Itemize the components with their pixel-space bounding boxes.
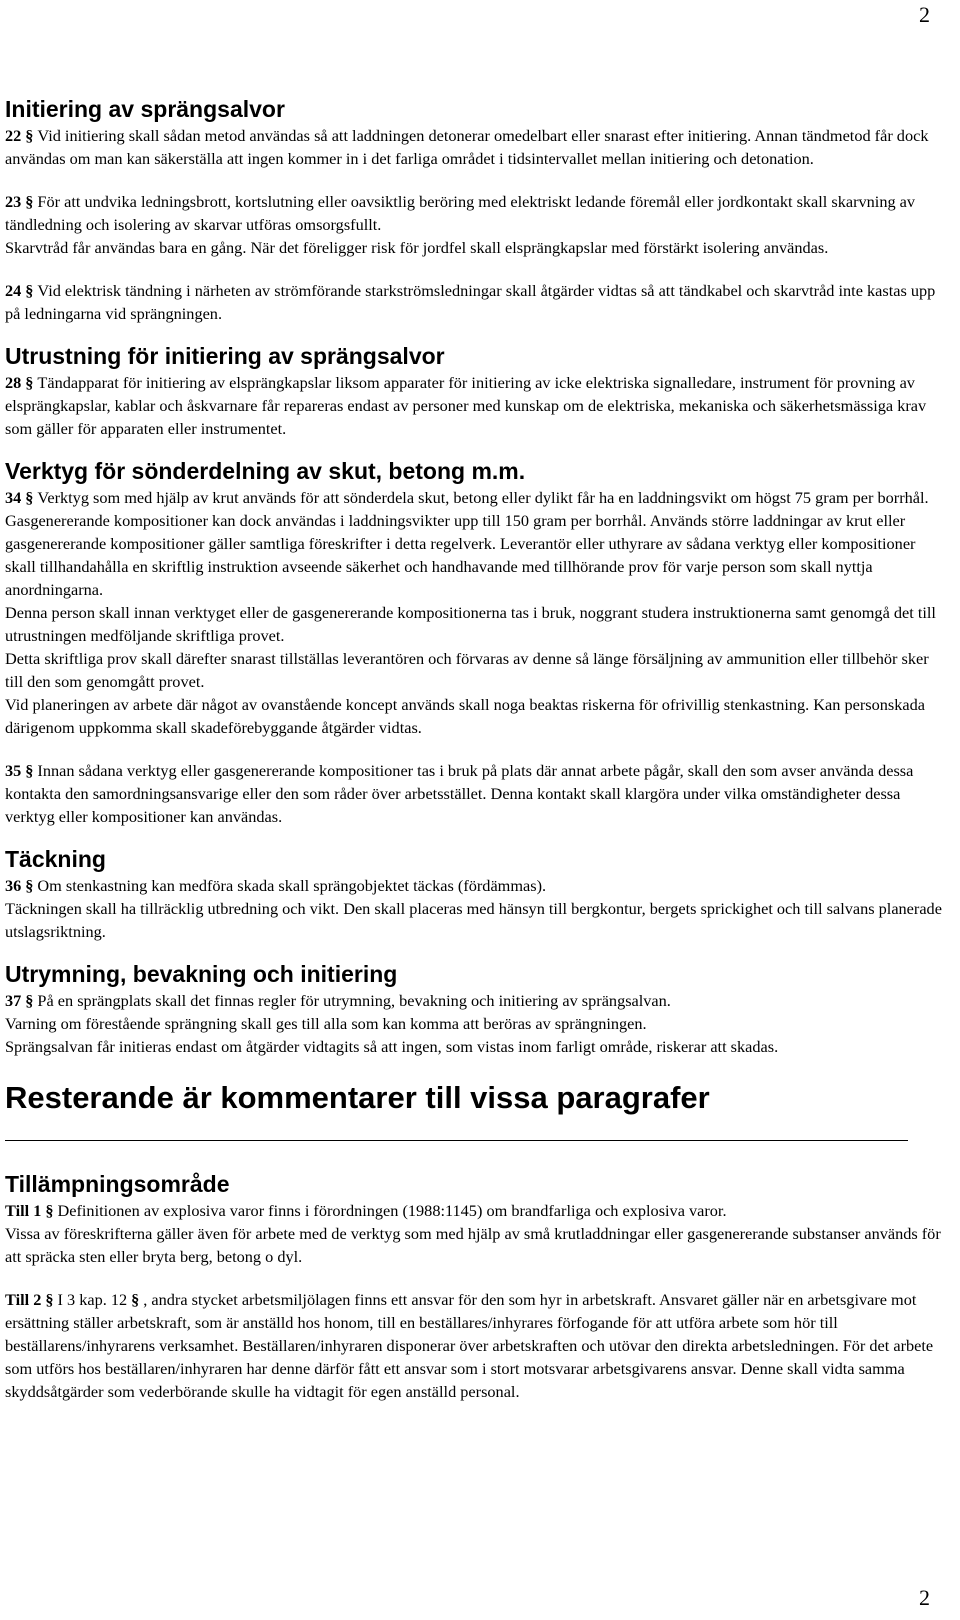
paragraph-text: Definitionen av explosiva varor finns i förordningen (1988:1145) om brandfarliga och explosiva varor. <box>57 1201 727 1220</box>
paragraph-34-continued-1: Denna person skall innan verktyget eller de gasgenererande kompositionerna tas i bruk, noggrant studera instruktionerna samt genomgå det till utrustningen medföljande skriftliga provet. <box>5 603 936 645</box>
paragraph-text: Innan sådana verktyg eller gasgenererande kompositioner tas i bruk på plats där annat arbete pågår, skall den som avser använda dessa kontakta den samordningsansvarige eller den som råder över arbetsstället. Denna kontakt skall klargöra under vilka omständigheter dessa verktyg eller kompositioner kan användas. <box>5 761 914 826</box>
paragraph-34-continued-2: Detta skriftliga prov skall därefter snarast tillställas leverantören och förvaras av denne så länge försäljning av ammunition eller tillbehör sker till den som genomgått provet. <box>5 649 929 691</box>
page-number-top: 2 <box>919 2 930 27</box>
paragraph-text: Verktyg som med hjälp av krut används för att sönderdela skut, betong eller dylikt får ha en laddningsvikt om högst 75 gram per borrhål. Gasgenererande kompositioner kan dock användas i laddningsvikter upp till 150 gram per borrhål. Används större laddningar av krut eller gasgenererande kompositioner gäller samtliga föreskrifter i detta regelverk. Leverantör eller uthyrare av sådana verktyg eller kompositioner skall tillhandahålla en skriftlig instruktion avseende säkerhet och handhavande med tillhörande prov för varje person som skall nyttja anordningarna. <box>5 488 929 599</box>
paragraph-text: För att undvika ledningsbrott, kortslutning eller oavsiktlig beröring med elektriskt ledande föremål eller jordkontakt skall skarvning av tändledning och isolering av skarvar utföras omsorgsfullt. <box>5 192 916 234</box>
section-symbol: § <box>25 281 34 300</box>
section-symbol: § <box>25 991 34 1010</box>
paragraph-till-2 <box>5 1288 950 1403</box>
heading-utrymning: Utrymning, bevakning och initiering <box>5 961 398 987</box>
paragraph-text: På en sprängplats skall det finnas regler för utrymning, bevakning och initiering av sprängsalvan. <box>37 991 671 1010</box>
paragraph-22 <box>5 124 950 170</box>
horizontal-rule <box>5 1140 908 1141</box>
heading-initiering: Initiering av sprängsalvor <box>5 96 285 122</box>
paragraph-text: , andra stycket arbetsmiljölagen finns ett ansvar för den som hyr in arbetskraft. Ansvaret gäller när en arbetsgivare mot ersättning ställer arbetskraft, som är anställd hos honom, till en beställares/inhyrares förfogande för att utföra arbete som hör till beställarens/inhyrarens verksamhet. Beställaren/inhyraren disponerar över arbetskraften och utövar den direkta arbetsledningen. För det arbete som utförs hos beställaren/inhyraren har denne därför fått ett ansvar som i stort motsvarar arbetsgivarens ansvar. Denne skall vidta samma skyddsåtgärder som vederbörande skulle ha vidtagit för egen anställd personal. <box>5 1290 934 1401</box>
paragraph-number: 37 <box>5 991 22 1010</box>
paragraph-23-continued: Skarvtråd får användas bara en gång. När det föreligger risk för jordfel skall elsprängkapslar med förstärkt isolering användas. <box>5 238 829 257</box>
paragraph-text: Tändapparat för initiering av elsprängkapslar liksom apparater för initiering av icke elektriska signalledare, instrument för provning av elsprängkapslar, kablar och åskvarnare får repareras endast av personer med kunskap om de elektriska, mekaniska och säkerhetsmässiga krav som gäller för apparaten eller instrumentet. <box>5 373 927 438</box>
paragraph-text: Vid elektrisk tändning i närheten av strömförande starkströmsledningar skall åtgärder vidtas så att tändkabel och skarvtråd inte kastas upp på ledningarna vid sprängningen. <box>5 281 936 323</box>
paragraph-34-continued-3: Vid planeringen av arbete där något av ovanstående koncept används skall noga beaktas riskerna för ofrivillig stenkastning. Kan personskada därigenom uppkomma skall skadeförebyggande åtgärder vidtas. <box>5 695 925 737</box>
document-body <box>5 94 950 1403</box>
paragraph-24 <box>5 279 950 325</box>
section-symbol: § <box>25 126 34 145</box>
paragraph-37 <box>5 989 950 1012</box>
paragraph-23 <box>5 190 950 236</box>
paragraph-number: 36 <box>5 876 22 895</box>
paragraph-37-continued-2: Sprängsalvan får initieras endast om åtgärder vidtagits så att ingen, som vistas inom farligt område, riskerar att skadas. <box>5 1037 779 1056</box>
heading-tackning: Täckning <box>5 846 106 872</box>
heading-resterande: Resterande är kommentarer till vissa paragrafer <box>5 1080 710 1115</box>
heading-verktyg: Verktyg för sönderdelning av skut, betong m.m. <box>5 458 526 484</box>
section-symbol: § <box>45 1201 54 1220</box>
paragraph-number: 22 <box>5 126 22 145</box>
paragraph-text: Vid initiering skall sådan metod användas så att laddningen detonerar omedelbart eller snarast efter initiering. Annan tändmetod får dock användas om man kan säkerställa att ingen kommer in i det farliga området i tidsintervallet mellan initiering och detonation. <box>5 126 929 168</box>
paragraph-number: 23 <box>5 192 22 211</box>
section-symbol: § <box>45 1290 54 1309</box>
paragraph-till-1 <box>5 1199 950 1222</box>
paragraph-number: 35 <box>5 761 22 780</box>
section-symbol: § <box>25 761 34 780</box>
paragraph-number: 34 <box>5 488 22 507</box>
heading-tillampningsomrade: Tillämpningsområde <box>5 1171 230 1197</box>
paragraph-36-continued: Täckningen skall ha tillräcklig utbredning och vikt. Den skall placeras med hänsyn till bergkontur, bergets sprickighet och till salvans planerade utslagsriktning. <box>5 899 942 941</box>
heading-utrustning: Utrustning för initiering av sprängsalvor <box>5 343 445 369</box>
section-symbol: § <box>25 876 34 895</box>
paragraph-number: Till 1 <box>5 1201 42 1220</box>
paragraph-34 <box>5 486 950 601</box>
paragraph-text: Om stenkastning kan medföra skada skall sprängobjektet täckas (fördämmas). <box>37 876 547 895</box>
paragraph-till-1-continued: Vissa av föreskrifterna gäller även för arbete med de verktyg som med hjälp av små krutladdningar eller gasgenererande substanser används för att spräcka sten eller bryta berg, betong o dyl. <box>5 1224 941 1266</box>
paragraph-number: 24 <box>5 281 22 300</box>
section-symbol: § <box>25 373 34 392</box>
paragraph-36 <box>5 874 950 897</box>
paragraph-prefix: I 3 kap. 12 <box>57 1290 128 1309</box>
section-symbol: § <box>131 1290 140 1309</box>
paragraph-number: 28 <box>5 373 22 392</box>
paragraph-number: Till 2 <box>5 1290 42 1309</box>
page-number-bottom: 2 <box>919 1585 930 1610</box>
section-symbol: § <box>25 192 34 211</box>
paragraph-35 <box>5 759 950 828</box>
paragraph-37-continued-1: Varning om förestående sprängning skall ges till alla som kan komma att beröras av sprängningen. <box>5 1014 647 1033</box>
section-symbol: § <box>25 488 34 507</box>
paragraph-28 <box>5 371 950 440</box>
